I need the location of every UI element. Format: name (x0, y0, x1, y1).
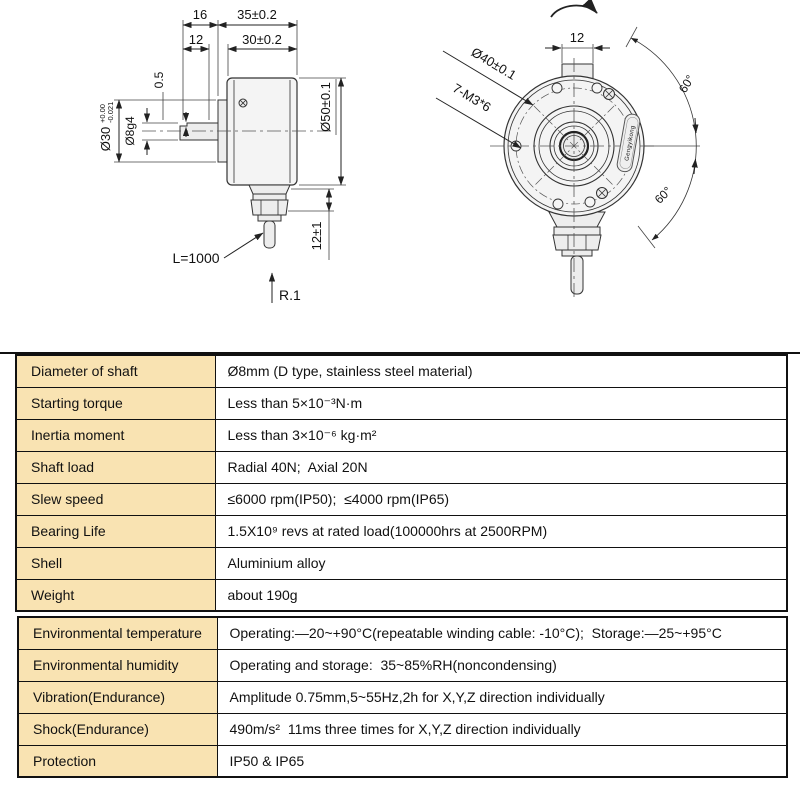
table-row (16, 387, 787, 419)
dim-label-d50: Ø50±0.1 (318, 82, 333, 132)
table-row (16, 451, 787, 483)
spec-label-cell: Slew speed (16, 483, 215, 515)
spec-value-cell: Ø8mm (D type, stainless steel material) (215, 355, 787, 387)
spec-table-environmental (17, 616, 788, 778)
table-row (18, 617, 787, 649)
dim-label-d40: Ø40±0.1 (468, 44, 520, 83)
spec-label-cell: Shell (16, 547, 215, 579)
spec-value-cell: Operating and storage: 35~85%RH(noncondensing) (217, 649, 787, 681)
screw-icon (604, 89, 615, 100)
rotation-direction-arrow (551, 6, 597, 17)
encoder-drawings (0, 0, 800, 350)
dim-label-35: 35±0.2 (237, 7, 277, 22)
spec-label-cell: Shock(Endurance) (18, 713, 217, 745)
cable-gland-front (549, 212, 605, 256)
spec-label-cell: Diameter of shaft (16, 355, 215, 387)
angle-60-lower-label: 60° (651, 183, 675, 207)
table-row (16, 515, 787, 547)
spec-label-cell: Environmental humidity (18, 649, 217, 681)
spec-label-cell: Weight (16, 579, 215, 611)
table-row (18, 745, 787, 777)
dim-label-12-1: 12±1 (309, 221, 324, 251)
front-view-drawing (436, 6, 700, 298)
angle-60-upper-label: 60° (675, 72, 698, 96)
table-row (16, 419, 787, 451)
spec-value-cell: IP50 & IP65 (217, 745, 787, 777)
table-row (18, 681, 787, 713)
cable-length-label: L=1000 (172, 250, 220, 266)
table-row (18, 713, 787, 745)
spec-label-cell: Vibration(Endurance) (18, 681, 217, 713)
holes-label: 7-M3*6 (450, 80, 494, 115)
side-view-drawing (98, 7, 346, 303)
dim-label-16: 16 (192, 7, 208, 22)
spec-value-cell: Operating:—20~+90°C(repeatable winding cable: -10°C); Storage:—25~+95°C (217, 617, 787, 649)
d30-tol-lower: -0.021 (106, 101, 115, 123)
spec-value-cell: Less than 5×10⁻³N·m (215, 387, 787, 419)
spec-label-cell: Starting torque (16, 387, 215, 419)
spec-label-cell: Shaft load (16, 451, 215, 483)
spec-table-mechanical (15, 354, 788, 612)
dim-label-12-side: 12 (188, 32, 204, 47)
table-row (16, 483, 787, 515)
table-row (18, 649, 787, 681)
screw-icon (597, 188, 608, 199)
encoder-body-side (227, 78, 297, 185)
screw-icon (239, 99, 247, 107)
table-row (16, 579, 787, 611)
table-row (16, 355, 787, 387)
dim-label-12-front: 12 (569, 30, 585, 45)
cable-gland-side (249, 185, 290, 221)
spec-value-cell: about 190g (215, 579, 787, 611)
spec-label-cell: Environmental temperature (18, 617, 217, 649)
cable-front (571, 256, 583, 294)
spec-label-cell: Inertia moment (16, 419, 215, 451)
dim-label-d8g4: Ø8g4 (123, 116, 137, 146)
cable-side (264, 221, 275, 248)
dim-label-30: 30±0.2 (242, 32, 282, 47)
d30-tol-upper: +0.00 (98, 104, 107, 123)
spec-value-cell: Amplitude 0.75mm,5~55Hz,2h for X,Y,Z direction individually (217, 681, 787, 713)
brand-label: Gengyikong (624, 124, 637, 162)
table-row (16, 547, 787, 579)
dim-label-0-5: 0.5 (152, 71, 166, 89)
dim-label-d30: Ø30 (98, 126, 113, 152)
spec-value-cell: Radial 40N; Axial 20N (215, 451, 787, 483)
spec-value-cell: 1.5X10⁹ revs at rated load(100000hrs at 2500RPM) (215, 515, 787, 547)
spec-label-cell: Bearing Life (16, 515, 215, 547)
spec-value-cell: Aluminium alloy (215, 547, 787, 579)
spec-value-cell: ≤6000 rpm(IP50); ≤4000 rpm(IP65) (215, 483, 787, 515)
spec-label-cell: Protection (18, 745, 217, 777)
spec-value-cell: 490m/s² 11ms three times for X,Y,Z direction individually (217, 713, 787, 745)
spec-value-cell: Less than 3×10⁻⁶ kg·m² (215, 419, 787, 451)
bend-radius-label: R.1 (279, 287, 301, 303)
